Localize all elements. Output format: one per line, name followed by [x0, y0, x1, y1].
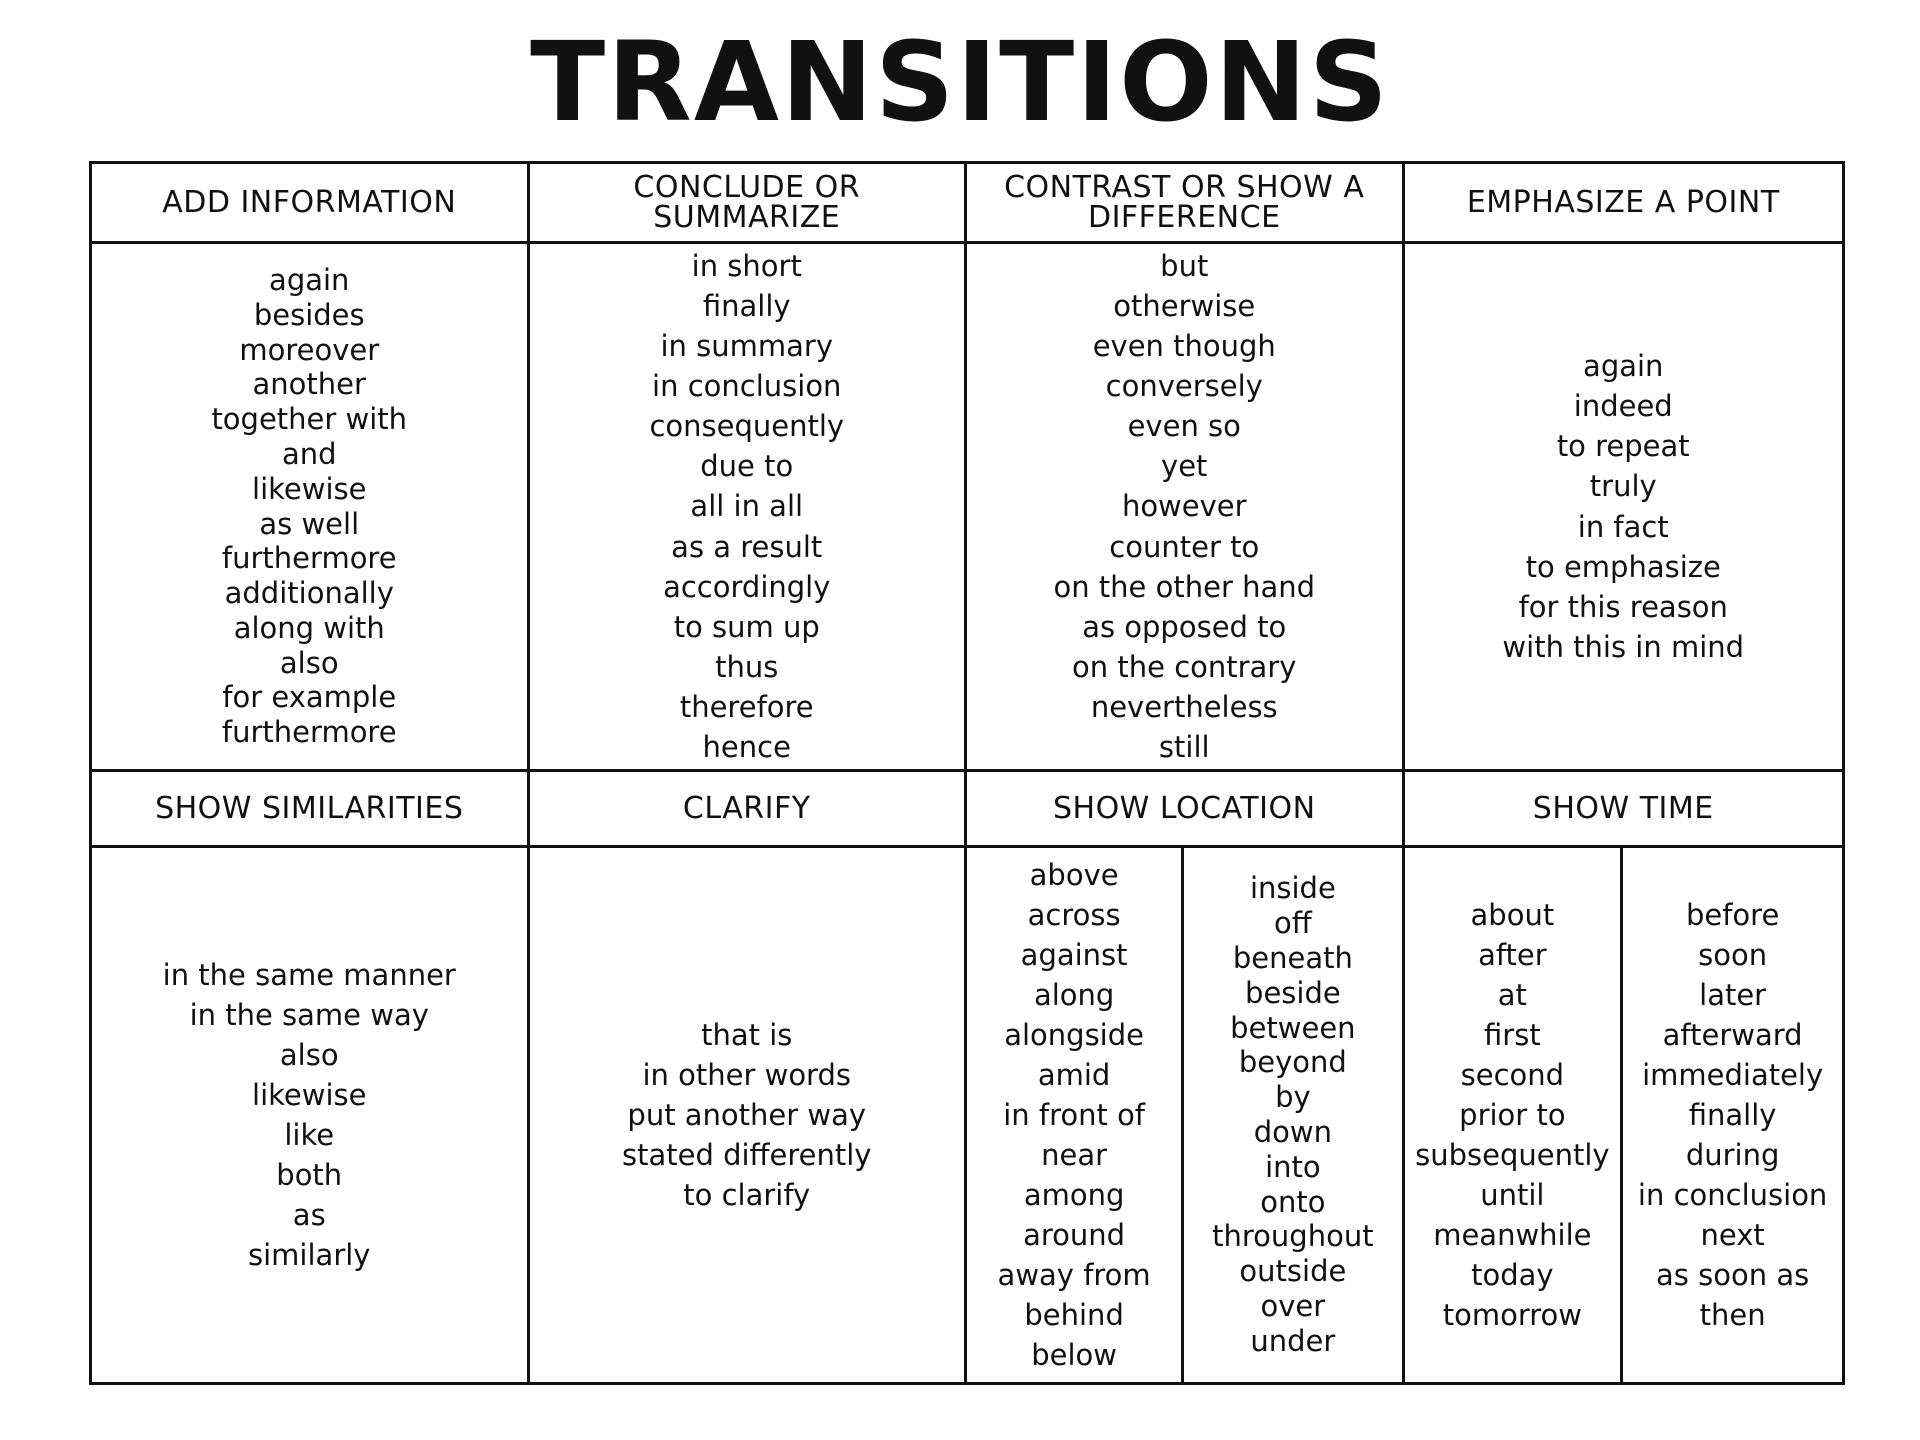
list-item: besides: [253, 297, 365, 332]
header-line: CLARIFY: [682, 790, 811, 826]
list-item: together with: [211, 402, 408, 437]
location-column-right: [1184, 848, 1401, 1382]
list-item: also: [279, 645, 339, 680]
header-add-information: [92, 164, 530, 244]
list-contrast-or-show-a-difference: [967, 244, 1405, 772]
header-conclude-or-summarize: [530, 164, 968, 244]
list-item: also: [279, 1037, 339, 1072]
list-item: in front of: [1003, 1097, 1146, 1132]
list-item: again: [1583, 349, 1664, 384]
list-item: into: [1265, 1149, 1321, 1184]
list-item: meanwhile: [1433, 1218, 1592, 1253]
list-item: on the contrary: [1072, 649, 1297, 684]
list-item: near: [1041, 1138, 1108, 1172]
list-show-time: [1405, 848, 1843, 1382]
list-item: on the other hand: [1053, 569, 1316, 604]
list-item: finally: [702, 289, 791, 324]
list-item: under: [1250, 1323, 1336, 1358]
list-item: conversely: [1105, 369, 1263, 404]
location-column-left: [967, 848, 1184, 1382]
header-line: CONCLUDE OR: [633, 169, 861, 205]
list-item: in conclusion: [652, 369, 842, 404]
list-item: afterward: [1662, 1017, 1803, 1052]
list-item: as soon as: [1656, 1258, 1810, 1293]
list-item: to emphasize: [1525, 549, 1721, 584]
list-item: additionally: [224, 576, 394, 611]
header-line: SUMMARIZE: [653, 199, 841, 235]
list-item: as a result: [671, 529, 823, 564]
list-item: later: [1699, 977, 1767, 1012]
list-add-information: [92, 244, 530, 772]
header-contrast-or-show-a-difference: [967, 164, 1405, 244]
list-item: during: [1685, 1138, 1780, 1172]
list-item: thus: [715, 649, 779, 684]
list-item: but: [1160, 249, 1209, 284]
list-item: in short: [691, 249, 802, 284]
list-item: until: [1480, 1178, 1545, 1213]
list-item: outside: [1239, 1254, 1347, 1289]
list-item: in other words: [642, 1057, 851, 1092]
list-item: across: [1027, 897, 1121, 932]
header-show-location: [967, 772, 1405, 848]
header-line: SHOW SIMILARITIES: [155, 790, 464, 826]
list-item: stated differently: [622, 1138, 872, 1172]
list-item: alongside: [1004, 1017, 1144, 1052]
list-item: inside: [1249, 871, 1336, 906]
list-item: by: [1275, 1080, 1311, 1115]
list-item: otherwise: [1113, 289, 1256, 324]
list-item: like: [284, 1118, 335, 1152]
list-item: down: [1253, 1115, 1332, 1149]
list-item: second: [1460, 1057, 1565, 1092]
header-line: EMPHASIZE A POINT: [1466, 184, 1780, 220]
list-clarify: [530, 848, 968, 1382]
list-item: next: [1700, 1218, 1765, 1253]
header-line: SHOW TIME: [1532, 790, 1714, 826]
list-item: at: [1497, 977, 1527, 1012]
list-item: above: [1029, 857, 1119, 892]
list-item: after: [1478, 937, 1547, 972]
list-item: and: [281, 436, 337, 471]
list-item: furthermore: [221, 715, 397, 750]
list-item: as opposed to: [1082, 609, 1287, 644]
list-item: hence: [702, 729, 791, 764]
list-item: truly: [1589, 469, 1657, 504]
time-column-left: [1405, 848, 1624, 1382]
list-emphasize-a-point: [1405, 244, 1843, 772]
list-item: as: [292, 1198, 326, 1233]
list-item: beyond: [1238, 1045, 1347, 1080]
list-item: in summary: [660, 329, 833, 364]
list-item: in the same way: [189, 997, 429, 1032]
list-item: along with: [233, 610, 385, 645]
list-item: likewise: [252, 1077, 367, 1112]
list-item: onto: [1260, 1184, 1326, 1219]
list-item: accordingly: [663, 569, 831, 604]
list-item: finally: [1688, 1097, 1777, 1132]
list-item: likewise: [252, 471, 367, 506]
list-item: beneath: [1232, 941, 1353, 976]
list-item: another: [252, 367, 366, 402]
list-item: however: [1121, 489, 1247, 524]
list-item: with this in mind: [1502, 629, 1745, 664]
list-item: immediately: [1642, 1057, 1824, 1092]
list-item: tomorrow: [1442, 1298, 1582, 1333]
list-item: around: [1023, 1218, 1126, 1253]
list-item: due to: [700, 449, 794, 484]
list-item: to sum up: [673, 609, 820, 644]
list-item: yet: [1161, 449, 1208, 484]
list-item: against: [1020, 937, 1128, 972]
list-item: throughout: [1212, 1219, 1374, 1254]
list-item: today: [1471, 1258, 1554, 1293]
list-item: therefore: [679, 689, 814, 724]
list-item: to clarify: [683, 1178, 811, 1213]
header-line: CONTRAST OR SHOW A: [1004, 169, 1365, 205]
list-item: moreover: [239, 332, 380, 367]
list-item: away from: [997, 1258, 1151, 1293]
list-item: both: [276, 1158, 343, 1193]
list-item: beside: [1245, 975, 1341, 1010]
list-item: to repeat: [1556, 429, 1690, 464]
header-emphasize-a-point: [1405, 164, 1843, 244]
list-item: furthermore: [221, 541, 397, 576]
transitions-table: [89, 161, 1845, 1385]
list-item: about: [1470, 897, 1555, 932]
list-item: first: [1484, 1017, 1541, 1052]
list-item: before: [1685, 897, 1780, 932]
page-title: TRANSITIONS: [530, 18, 1390, 146]
list-item: between: [1230, 1010, 1356, 1045]
list-item: similarly: [248, 1238, 371, 1273]
time-column-right: [1623, 848, 1842, 1382]
list-item: subsequently: [1415, 1138, 1610, 1172]
list-item: counter to: [1109, 529, 1260, 564]
list-item: again: [269, 262, 350, 297]
list-item: in fact: [1577, 509, 1669, 544]
list-show-similarities: [92, 848, 530, 1382]
list-item: along: [1033, 977, 1115, 1012]
list-conclude-or-summarize: [530, 244, 968, 772]
list-item: that is: [701, 1017, 793, 1052]
list-item: below: [1031, 1338, 1117, 1373]
list-item: as well: [259, 506, 360, 541]
list-item: then: [1699, 1298, 1766, 1333]
list-item: indeed: [1573, 389, 1673, 424]
list-item: soon: [1698, 937, 1768, 972]
list-item: even so: [1127, 409, 1241, 444]
list-item: off: [1274, 906, 1312, 941]
header-line: DIFFERENCE: [1087, 199, 1281, 235]
header-line: SHOW LOCATION: [1052, 790, 1316, 826]
list-item: for example: [222, 680, 397, 715]
list-item: even though: [1092, 329, 1276, 364]
list-item: prior to: [1459, 1097, 1566, 1132]
header-line: ADD INFORMATION: [162, 184, 457, 220]
list-item: behind: [1024, 1298, 1124, 1333]
list-item: put another way: [627, 1097, 867, 1132]
header-show-time: [1405, 772, 1843, 848]
list-show-location: [967, 848, 1405, 1382]
list-item: still: [1158, 729, 1210, 764]
list-item: nevertheless: [1090, 689, 1278, 724]
header-show-similarities: [92, 772, 530, 848]
header-clarify: [530, 772, 968, 848]
list-item: in the same manner: [162, 957, 456, 992]
list-item: in conclusion: [1637, 1178, 1828, 1213]
list-item: over: [1260, 1288, 1326, 1323]
list-item: consequently: [649, 409, 845, 444]
list-item: for this reason: [1518, 589, 1728, 624]
list-item: all in all: [690, 489, 804, 524]
list-item: amid: [1037, 1057, 1111, 1092]
list-item: among: [1023, 1178, 1125, 1213]
